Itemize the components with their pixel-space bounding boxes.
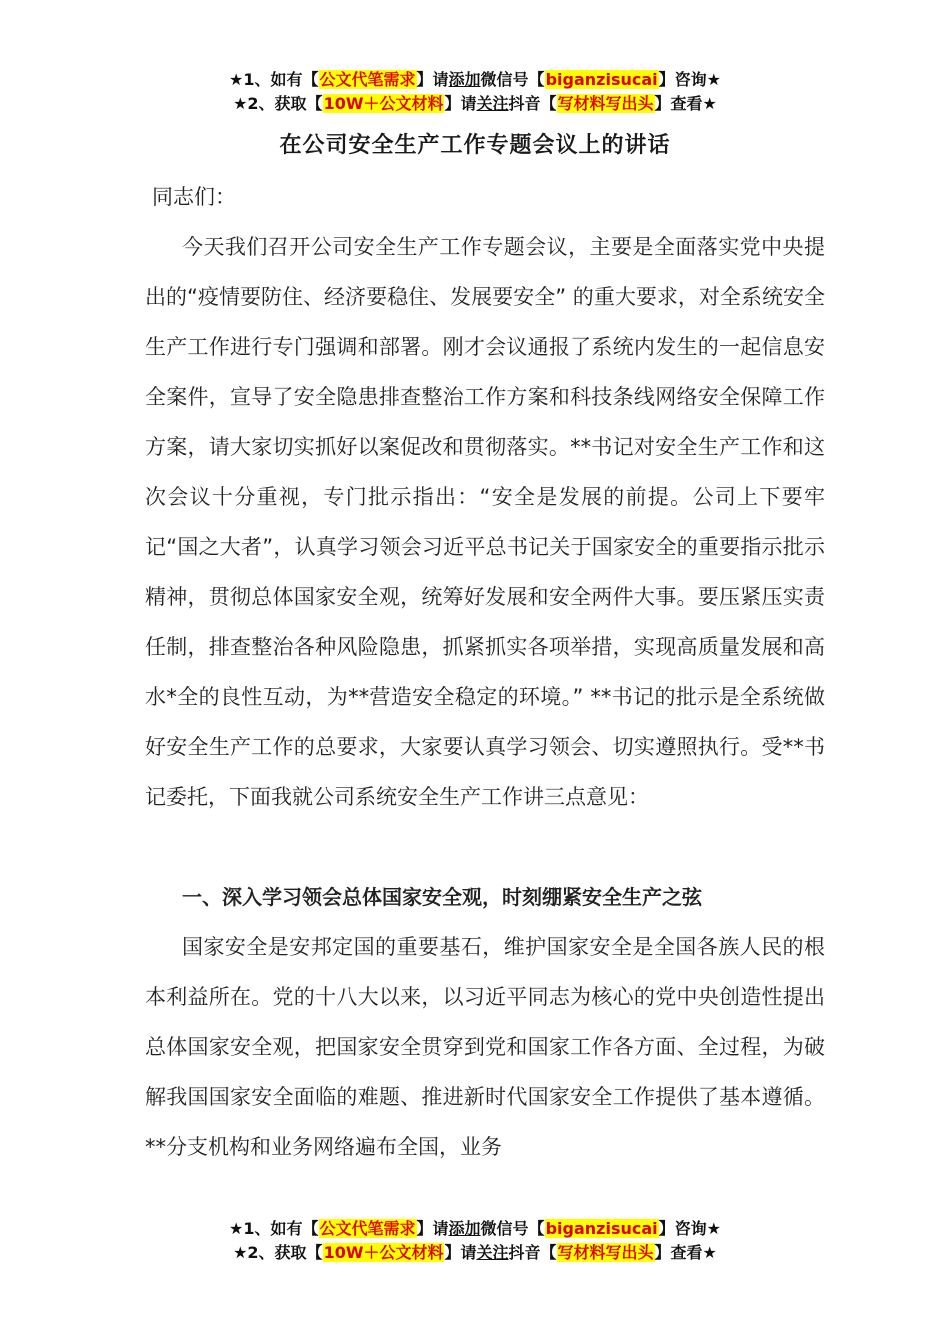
banner-line-2: ★2、获取【10W＋公文材料】请关注抖音【写材料写出头】查看★ [233, 94, 717, 113]
banner-line-1: ★1、如有【公文代笔需求】请添加微信号【biganzisucai】咨询★ [229, 1219, 721, 1238]
highlight-douyin: 写材料写出头 [557, 94, 654, 113]
header-banner [0, 68, 950, 116]
paragraph-2: 国家安全是安邦定国的重要基石，维护国家安全是全国各族人民的根本利益所在。党的十八大以来，以习近平同志为核心的党中央创造性提出总体国家安全观，把国家安全贯穿到党和国家工作各方面、全过程，为破解我国国家安全面临的难题、推进新时代国家安全工作提供了基本遵循。**分支机构和业务网络遍布全国，业务 [145, 935, 825, 1159]
footer-banner [0, 1217, 950, 1265]
highlight-wechat-id: biganzisucai [545, 70, 658, 89]
highlight-douyin: 写材料写出头 [557, 1243, 654, 1262]
document-title: 在公司安全生产工作专题会议上的讲话 [279, 133, 671, 158]
highlight-wechat-id: biganzisucai [545, 1219, 658, 1238]
section-heading-1: 一、深入学习领会总体国家安全观，时刻绷紧安全生产之弦 [182, 885, 702, 909]
highlight-service: 公文代笔需求 [319, 70, 416, 89]
greeting: 同志们： [152, 185, 236, 209]
banner-line-2: ★2、获取【10W＋公文材料】请关注抖音【写材料写出头】查看★ [233, 1243, 717, 1262]
paragraph-1: 今天我们召开公司安全生产工作专题会议，主要是全面落实党中央提出的“疫情要防住、经济要稳住、发展要安全” 的重大要求，对全系统安全生产工作进行专门强调和部署。刚才会议通报了系统内发生的一起信息安全案件，宣导了安全隐患排查整治工作方案和科技条线网络安全保障工作方案，请大家切实抓好以案促改和贯彻落实。**书记对安全生产工作和这次会议十分重视，专门批示指出：“安全是发展的前提。公司上下要牢记“国之大者”，认真学习领会习近平总书记关于国家安全的重要指示批示精神，贯彻总体国家安全观，统筹好发展和安全两件大事。要压紧压实责任制，排查整治各种风险隐患，抓紧抓实各项举措，实现高质量发展和高水*全的良性互动，为**营造安全稳定的环境。” **书记的批示是全系统做好安全生产工作的总要求，大家要认真学习领会、切实遵照执行。受**书记委托，下面我就公司系统安全生产工作讲三点意见： [145, 235, 825, 809]
banner-line-1: ★1、如有【公文代笔需求】请添加微信号【biganzisucai】咨询★ [229, 70, 721, 89]
highlight-materials: 10W＋公文材料 [323, 94, 444, 113]
highlight-service: 公文代笔需求 [319, 1219, 416, 1238]
highlight-materials: 10W＋公文材料 [323, 1243, 444, 1262]
